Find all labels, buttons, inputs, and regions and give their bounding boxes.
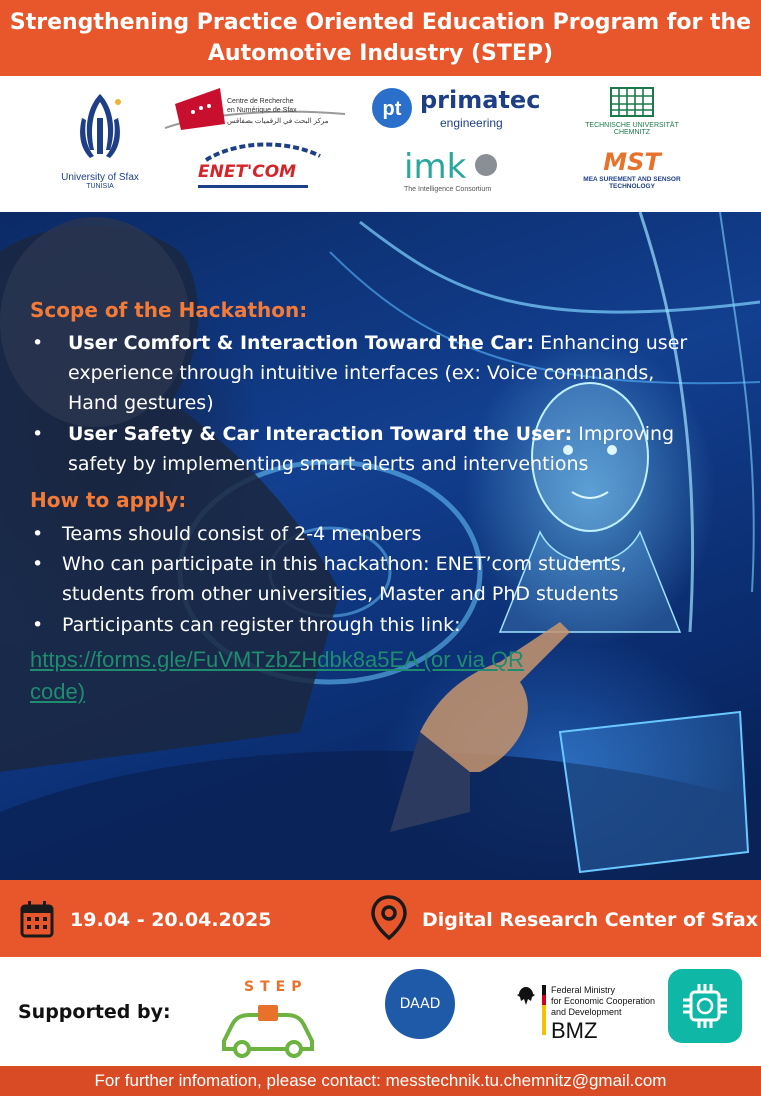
- contact-footer: [0, 1066, 761, 1096]
- bmz-line3: and Development: [551, 1007, 622, 1017]
- sfax-country: TUNISIA: [86, 183, 114, 190]
- enetcom-name: ENET'COM: [198, 162, 297, 182]
- scope-item-safety-bold: User Safety & Car Interaction Toward the User:: [68, 423, 573, 445]
- primatec-sub: engineering: [440, 116, 503, 130]
- header-title-line1: Strengthening Practice Oriented Education Program for the: [9, 10, 752, 35]
- imk-logo: [404, 148, 514, 208]
- scope-item-safety-line1: Improving: [572, 423, 675, 445]
- tuc-grid-icon: [609, 86, 655, 118]
- bullet-icon: •: [32, 423, 44, 445]
- university-of-sfax-logo: [50, 88, 150, 198]
- apply-item-register: [32, 610, 742, 640]
- step-letters: STEP: [244, 979, 308, 995]
- apply-item-who: [32, 549, 752, 609]
- imk-swirl-icon: [475, 154, 497, 176]
- mst-line1: MEA SUREMENT AND SENSOR: [583, 176, 681, 183]
- flag-red-stripe: [542, 995, 546, 1005]
- apply-title: How to apply:: [30, 488, 187, 512]
- bmz-line2: for Economic Cooperation: [551, 996, 656, 1006]
- daad-name: DAAD: [399, 996, 441, 1012]
- scope-item-comfort: [32, 328, 748, 418]
- location-pin-icon: [370, 894, 408, 942]
- bmz-line1: Federal Ministry: [551, 985, 616, 995]
- step-car-icon: [218, 997, 318, 1059]
- scope-item-safety-line2: safety by implementing smart alerts and interventions: [68, 453, 589, 475]
- chip-icon: [679, 980, 731, 1032]
- scope-item-safety: [32, 419, 748, 479]
- step-logo: [218, 979, 318, 1059]
- scope-item-comfort-line2: experience through intuitive interfaces (ex: Voice commands,: [68, 362, 655, 384]
- event-dates: 19.04 - 20.04.2025: [70, 909, 272, 931]
- scope-item-comfort-line3: Hand gestures): [68, 392, 214, 414]
- partner-logos: [0, 76, 761, 212]
- bmz-logo: [515, 985, 665, 1055]
- apply-item-who-line1: Who can participate in this hackathon: ENET’com students,: [62, 553, 627, 575]
- sfax-emblem-icon: [50, 88, 150, 166]
- apply-item-who-line2: students from other universities, Master and PhD students: [62, 583, 619, 605]
- mst-logo: [572, 148, 692, 198]
- bullet-icon: •: [32, 332, 44, 354]
- hero-section: [0, 212, 761, 880]
- scope-title: Scope of the Hackathon:: [30, 298, 308, 322]
- german-eagle-icon: [515, 985, 537, 1007]
- apply-item-register-line1: Participants can register through this link:: [62, 614, 461, 636]
- bullet-icon: •: [32, 523, 44, 545]
- registration-link-line2[interactable]: code): [30, 679, 86, 704]
- crns-arabic: مركز البحث في الرقميات بصفاقس: [227, 118, 329, 125]
- bmz-name: BMZ: [551, 1018, 598, 1043]
- registration-link[interactable]: [30, 644, 670, 708]
- apply-item-teams: [32, 519, 742, 549]
- daad-logo: [380, 969, 460, 1059]
- flag-gold-stripe: [542, 1005, 546, 1035]
- enetcom-logo: [198, 138, 328, 198]
- registration-link-line1[interactable]: https://forms.gle/FuVMTzbZHdbk8a5EA (or via QR: [30, 647, 524, 672]
- event-location: Digital Research Center of Sfax: [422, 909, 759, 931]
- header-banner: [0, 0, 761, 76]
- tuc-line2: CHEMNITZ: [613, 129, 651, 136]
- tuc-line1: TECHNISCHE UNIVERSITÄT: [585, 122, 679, 129]
- supporters-section: [0, 957, 761, 1066]
- contact-text: For further infomation, please contact: messtechnik.tu.chemnitz@gmail.com: [94, 1071, 667, 1090]
- bullet-icon: •: [32, 614, 44, 636]
- calendar-icon: [20, 900, 54, 938]
- sfax-name: University of Sfax: [61, 172, 139, 183]
- apply-item-teams-line1: Teams should consist of 2-4 members: [62, 523, 422, 545]
- chip-logo: [668, 969, 742, 1043]
- primatec-pt-icon: [370, 86, 414, 130]
- scope-item-comfort-line1: Enhancing user: [534, 332, 688, 354]
- svg-text:pt: pt: [382, 98, 402, 120]
- bullet-icon: •: [32, 553, 44, 575]
- imk-sub: The Intelligence Consortium: [404, 186, 492, 193]
- mst-name: MST: [603, 148, 661, 176]
- mst-line2: TECHNOLOGY: [609, 183, 655, 190]
- primatec-name: primatec: [420, 86, 541, 114]
- crns-logo: [165, 84, 350, 144]
- primatec-logo: [370, 86, 545, 136]
- tu-chemnitz-logo: [572, 86, 692, 146]
- supported-by-label: Supported by:: [18, 1001, 171, 1023]
- event-info-bar: [0, 880, 761, 957]
- enetcom-arc-icon: [198, 138, 328, 164]
- daad-circle-icon: [385, 969, 455, 1039]
- header-title-line2: Automotive Industry (STEP): [207, 41, 554, 66]
- enetcom-underline: [198, 185, 308, 188]
- flag-black-stripe: [542, 985, 546, 995]
- crns-line1: Centre de Recherche: [227, 98, 294, 105]
- scope-item-comfort-bold: User Comfort & Interaction Toward the Car:: [68, 332, 535, 354]
- crns-line2: en Numérique de Sfax: [227, 107, 297, 114]
- imk-name: imk: [404, 147, 467, 187]
